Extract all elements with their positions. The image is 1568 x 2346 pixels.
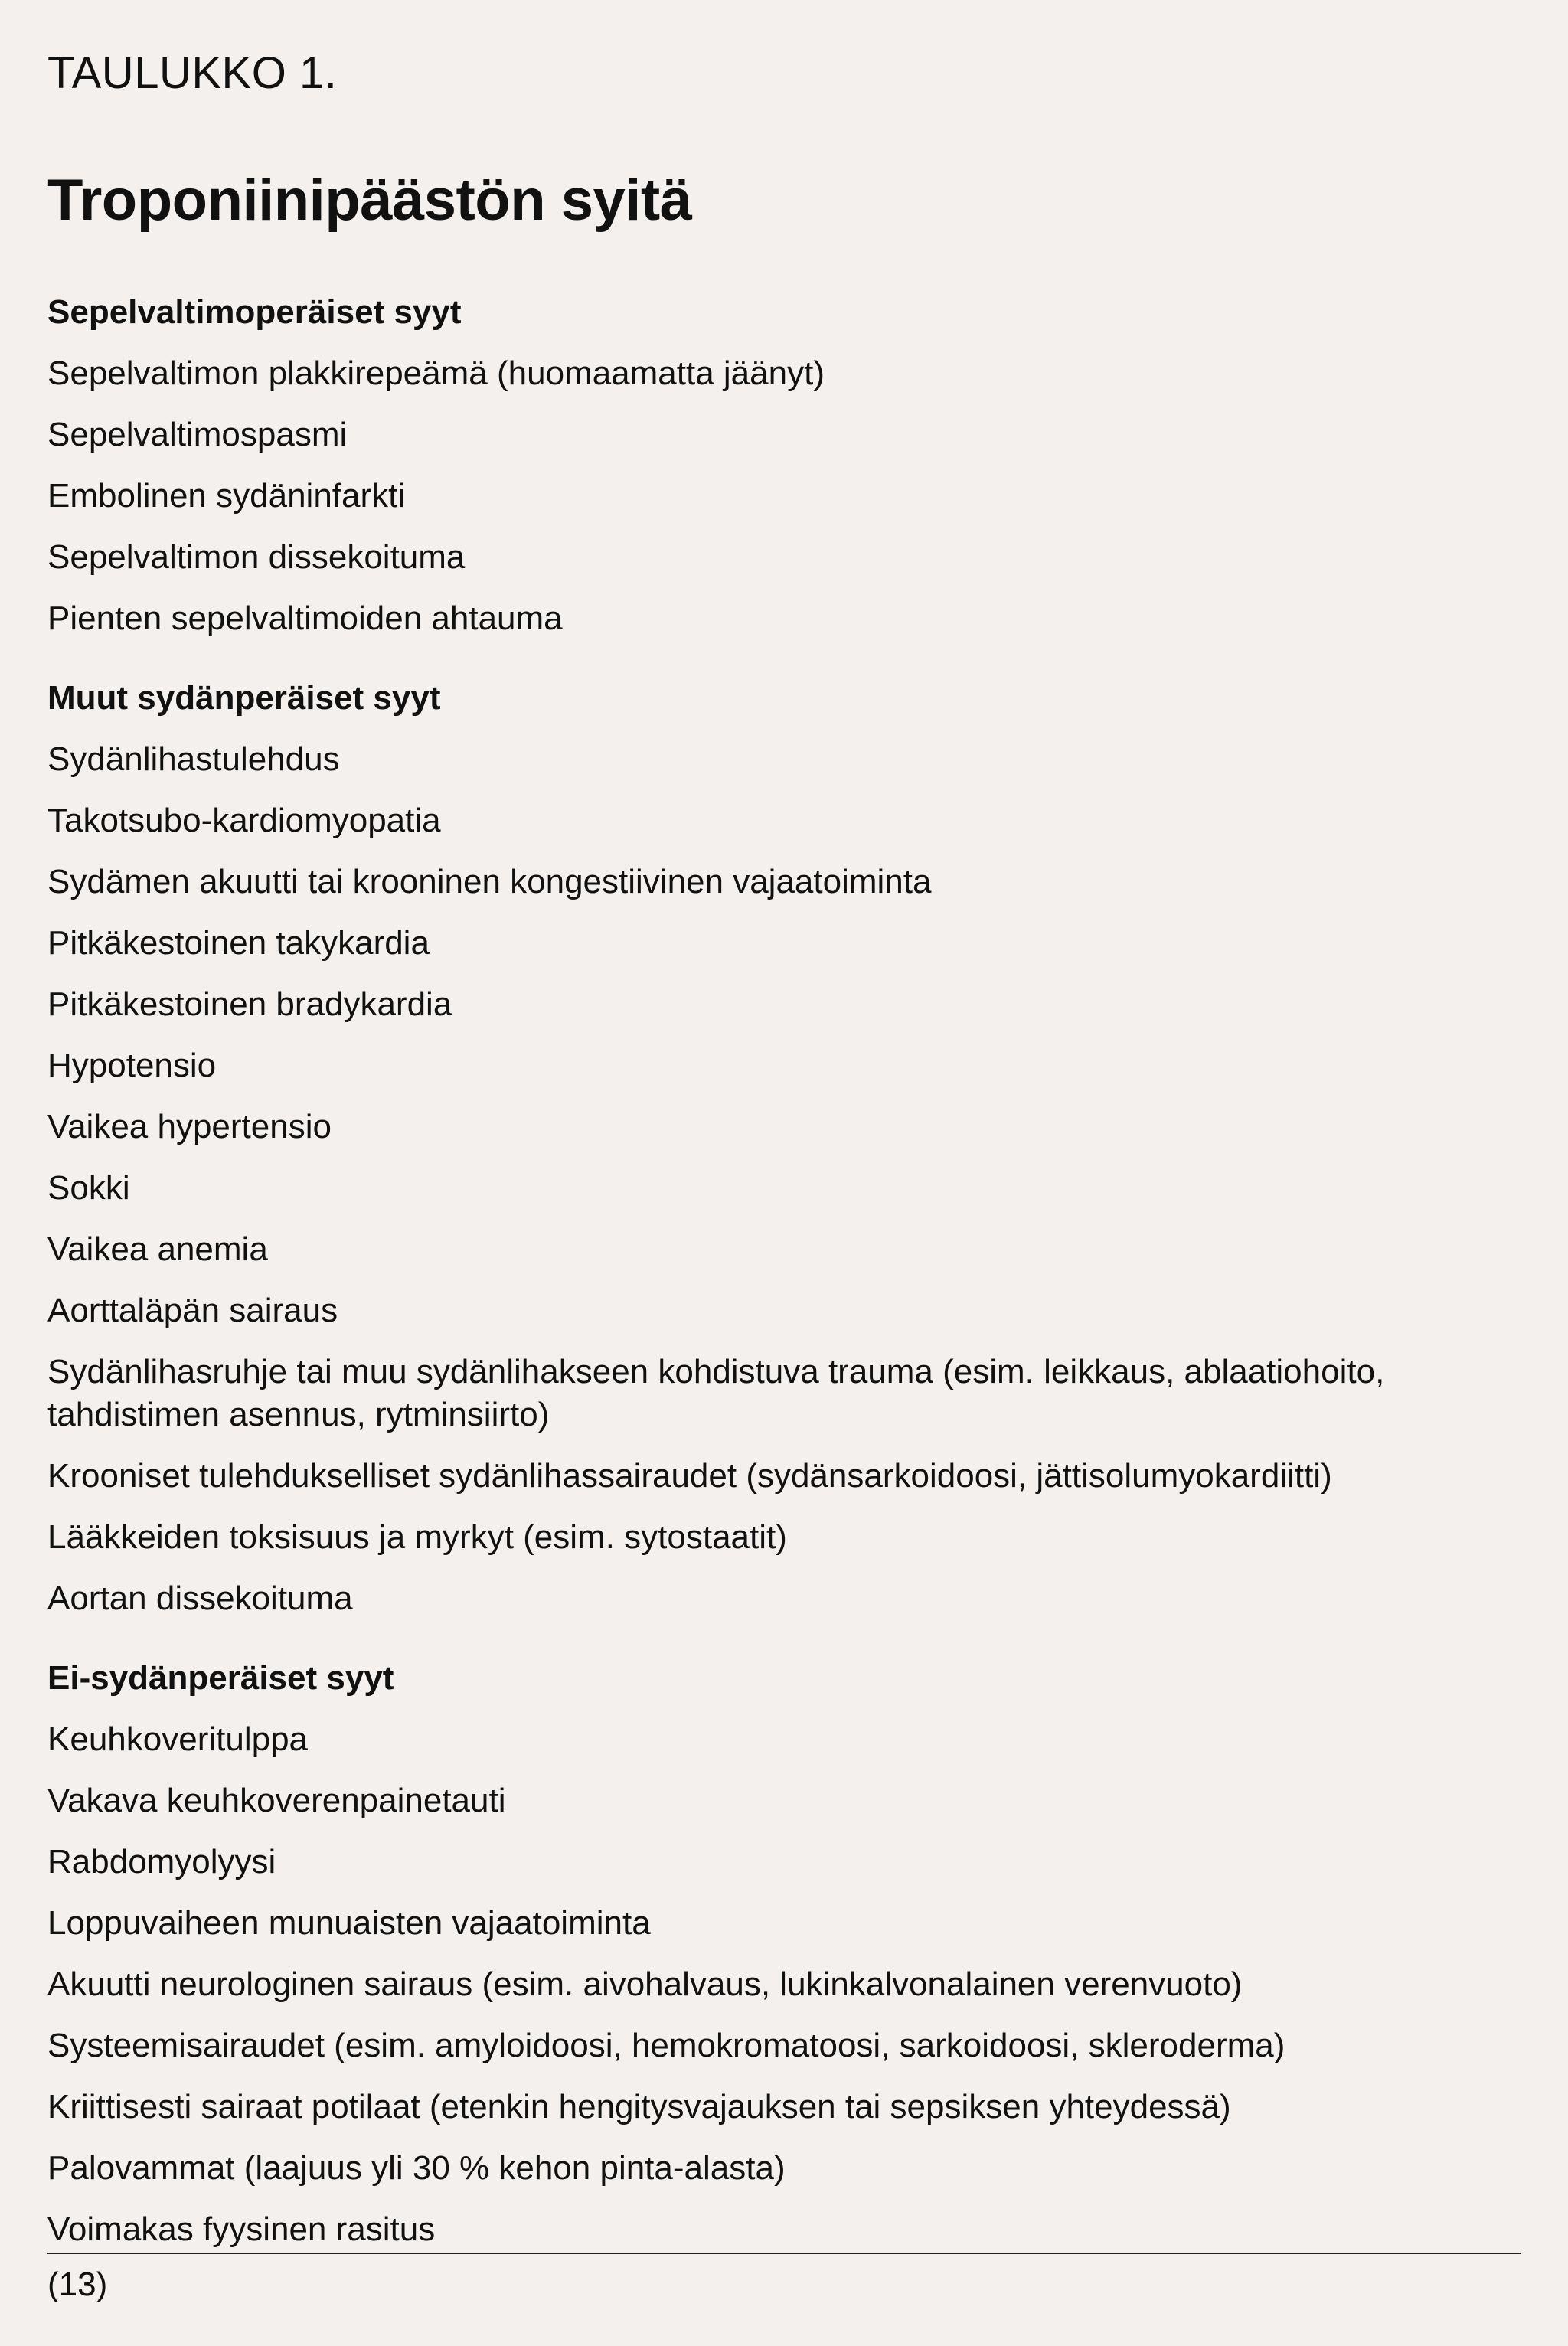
list-item: Kriittisesti sairaat potilaat (etenkin hengitysvajauksen tai sepsiksen yhteydessä) — [47, 2088, 1231, 2125]
section-coronary-causes — [47, 282, 1519, 649]
list-item: Palovammat (laajuus yli 30 % kehon pinta-alasta) — [47, 2149, 786, 2187]
list-item: Pienten sepelvaltimoiden ahtauma — [47, 600, 563, 637]
reference-number: (13) — [47, 2266, 108, 2303]
list-item: Krooniset tulehdukselliset sydänlihassairaudet (sydänsarkoidoosi, jättisolumyokardiitti) — [47, 1457, 1332, 1495]
list-item: Aortan dissekoituma — [47, 1580, 353, 1617]
list-item: Sydämen akuutti tai krooninen kongestiivinen vajaatoiminta — [47, 863, 932, 900]
list-item: Sepelvaltimon dissekoituma — [47, 538, 466, 576]
list-item: Keuhkoveritulppa — [47, 1720, 309, 1758]
list-item: Sydänlihasruhje tai muu sydänlihakseen kohdistuva trauma (esim. leikkaus, ablaatiohoito, tahdistimen asennus, rytminsiirto) — [47, 1353, 1385, 1433]
list-item: Akuutti neurologinen sairaus (esim. aivohalvaus, lukinkalvonalainen verenvuoto) — [47, 1965, 1243, 2003]
section-heading: Ei-sydänperäiset syyt — [47, 1659, 394, 1697]
list-item: Pitkäkestoinen bradykardia — [47, 985, 452, 1023]
list-item: Sepelvaltimon plakkirepeämä (huomaamatta jäänyt) — [47, 355, 825, 392]
list-item: Pitkäkestoinen takykardia — [47, 924, 430, 962]
table-title: Troponiinipäästön syitä — [47, 168, 692, 233]
list-item: Voimakas fyysinen rasitus — [47, 2210, 436, 2248]
cause-list — [47, 1709, 1519, 2260]
list-item: Vaikea hypertensio — [47, 1108, 332, 1145]
cause-list — [47, 729, 1519, 1629]
table-label: TAULUKKO 1. — [47, 48, 338, 98]
list-item: Hypotensio — [47, 1047, 217, 1084]
list-item: Rabdomyolyysi — [47, 1843, 276, 1880]
list-item: Takotsubo-kardiomyopatia — [47, 802, 441, 839]
section-heading: Muut sydänperäiset syyt — [47, 679, 441, 717]
list-item: Aorttaläpän sairaus — [47, 1292, 338, 1329]
section-other-cardiac-causes — [47, 668, 1519, 1629]
list-item: Embolinen sydäninfarkti — [47, 477, 406, 515]
cause-list — [47, 343, 1519, 649]
list-item: Sydänlihastulehdus — [47, 740, 340, 778]
list-item: Lääkkeiden toksisuus ja myrkyt (esim. sytostaatit) — [47, 1518, 787, 1556]
list-item: Systeemisairaudet (esim. amyloidoosi, hemokromatoosi, sarkoidoosi, skleroderma) — [47, 2027, 1285, 2064]
list-item: Loppuvaiheen munuaisten vajaatoiminta — [47, 1904, 651, 1942]
list-item: Vakava keuhkoverenpainetauti — [47, 1782, 506, 1819]
list-item: Sepelvaltimospasmi — [47, 416, 348, 453]
section-non-cardiac-causes — [47, 1648, 1519, 2260]
section-heading: Sepelvaltimoperäiset syyt — [47, 293, 462, 331]
list-item: Vaikea anemia — [47, 1230, 268, 1268]
list-item: Sokki — [47, 1169, 130, 1207]
footer-divider — [47, 2253, 1521, 2254]
